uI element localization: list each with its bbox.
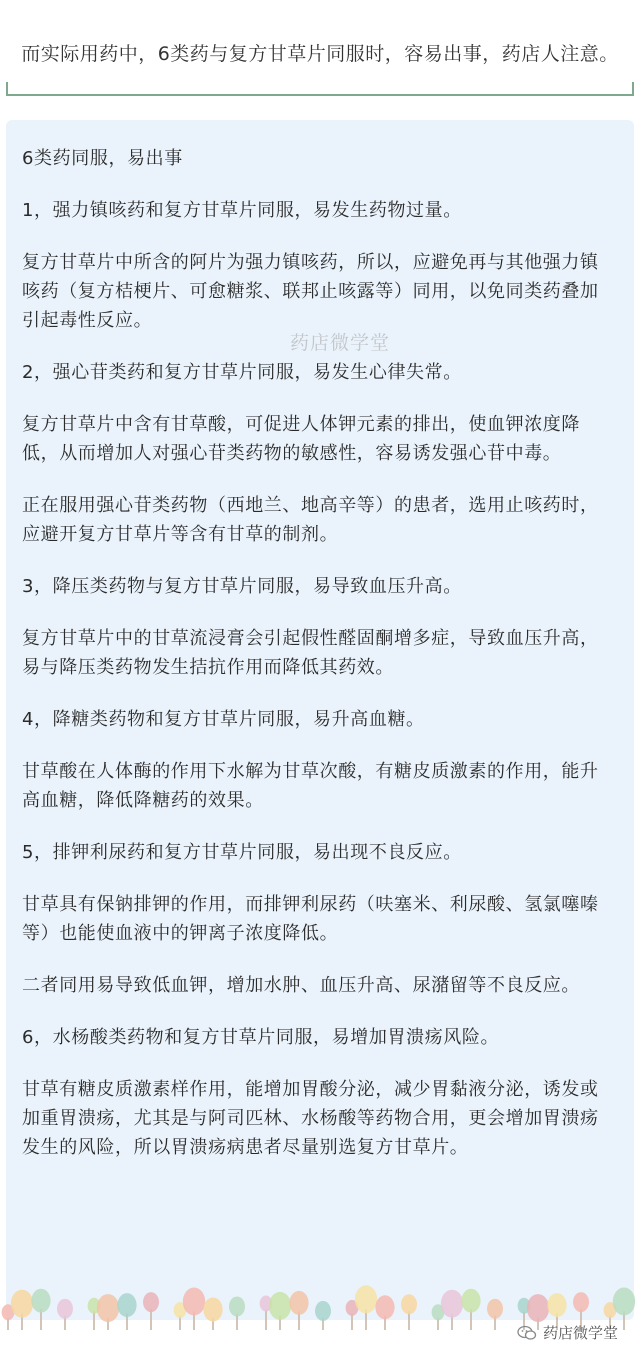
tree-crown (441, 1290, 463, 1318)
paragraph: 甘草酸在人体酶的作用下水解为甘草次酸，有糖皮质激素的作用，能升高血糖，降低降糖药的效果。 (22, 761, 599, 811)
tree-crown (229, 1297, 245, 1317)
point-heading-5: 5，排钾利尿药和复方甘草片同服，易出现不良反应。 (22, 842, 462, 863)
tree-crown (487, 1299, 503, 1319)
section-title: 6类药同服，易出事 (22, 148, 183, 169)
point-heading-6: 6，水杨酸类药物和复方甘草片同服，易增加胃溃疡风险。 (22, 1027, 500, 1048)
tree-crown (461, 1289, 480, 1313)
tree-crown (315, 1301, 331, 1321)
tree-trunk (265, 1309, 267, 1330)
paragraph: 复方甘草片中的甘草流浸膏会引起假性醛固酮增多症，导致血压升高，易与降压类药物发生拮抗作用而降低其药效。 (22, 628, 599, 678)
wechat-icon (517, 1325, 537, 1341)
footer-brand (517, 1322, 618, 1343)
tree-crown (527, 1294, 549, 1322)
tree-crown (613, 1288, 635, 1316)
tree-trunk (150, 1309, 152, 1330)
point-heading-4: 4，降糖类药物和复方甘草片同服，易升高血糖。 (22, 709, 425, 730)
tree-crown (31, 1289, 50, 1313)
tree-crown (183, 1288, 205, 1316)
tree-crown (355, 1285, 377, 1313)
paragraph: 复方甘草片中含有甘草酸，可促进人体钾元素的排出，使血钾浓度降低，从而增加人对强心苷类药物的敏感性，容易诱发强心苷中毒。 (22, 414, 580, 464)
paragraph: 复方甘草片中所含的阿片为强力镇咳药，所以，应避免再与其他强力镇咳药（复方桔梗片、可愈糖浆、联邦止咳露等）同用，以免同类药叠加引起毒性反应。 (22, 252, 599, 331)
tree-crown (203, 1298, 222, 1322)
tree-trunk (351, 1314, 353, 1331)
header-text: 而实际用药中，6类药与复方甘草片同服时，容易出事，药店人注意。 (21, 43, 619, 65)
point-heading-1: 1，强力镇咳药和复方甘草片同服，易发生药物过量。 (22, 200, 462, 221)
tree-crown (269, 1292, 291, 1320)
tree-crown (401, 1294, 417, 1314)
paragraph: 二者同用易导致低血钾，增加水肿、血压升高、尿潴留等不良反应。 (22, 975, 580, 996)
tree-crown (97, 1294, 119, 1322)
tree-crown (117, 1293, 136, 1317)
paragraph: 正在服用强心苷类药物（西地兰、地高辛等）的患者，选用止咳药时，应避开复方甘草片等含有甘草的制剂。 (22, 495, 599, 545)
point-heading-3: 3，降压类药物与复方甘草片同服，易导致血压升高。 (22, 576, 462, 597)
paragraph: 甘草有糖皮质激素样作用，能增加胃酸分泌，减少胃黏液分泌，诱发或加重胃溃疡，尤其是与阿司匹林、水杨酸等药物合用，更会增加胃溃疡发生的风险，所以胃溃疡病患者尽量别选复方甘草片。 (22, 1079, 599, 1158)
tree-trunk (93, 1311, 95, 1330)
tree-crown (57, 1299, 73, 1319)
tree-crown (375, 1295, 394, 1319)
footer-brand-label: 药店微学堂 (542, 1324, 618, 1342)
tree-crown (573, 1292, 589, 1312)
decorative-trees (0, 1270, 640, 1330)
point-heading-2: 2，强心苷类药和复方甘草片同服，易发生心律失常。 (22, 362, 462, 383)
tree-crown (547, 1293, 566, 1317)
header-box (6, 14, 634, 96)
tree-crown (143, 1292, 159, 1312)
paragraph: 甘草具有保钠排钾的作用，而排钾利尿药（呋塞米、利尿酸、氢氯噻嗪等）也能使血液中的钾离子浓度降低。 (22, 894, 599, 944)
watermark: 药店微学堂 (290, 332, 391, 354)
tree-crown (11, 1290, 33, 1318)
article-content (22, 144, 614, 1185)
article-card (6, 120, 634, 1320)
tree-crown (289, 1291, 308, 1315)
